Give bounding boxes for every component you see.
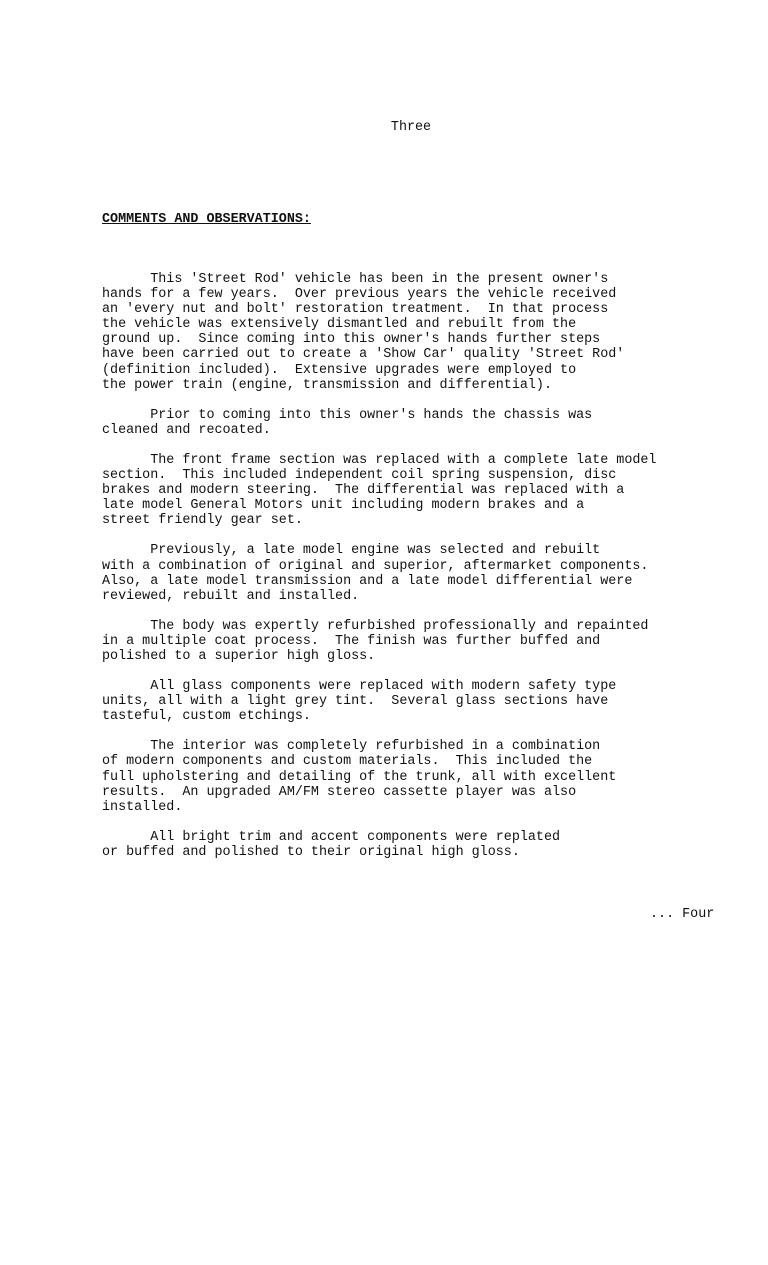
paragraph-street-rod-history: This 'Street Rod' vehicle has been in the present owner's hands for a few years. Over previous years the vehicle received an 'every nut and bolt' restoration treatment. In that process the vehicle was extensively dismantled and rebuilt from the ground up. Since coming into this owner's hands further steps have been carried out to create a 'Show Car' quality 'Street Rod' (definition included). Extensive upgrades were employed to the power train (engine, transmission and differential). (102, 272, 625, 393)
paragraph-chassis: Prior to coming into this owner's hands the chassis was cleaned and recoated. (102, 407, 593, 438)
section-heading: COMMENTS AND OBSERVATIONS: (102, 212, 311, 227)
paragraph-glass: All glass components were replaced with modern safety type units, all with a light grey tint. Several glass sections have tasteful, custom etchings. (102, 679, 617, 725)
paragraph-interior: The interior was completely refurbished in a combination of modern components and custom materials. This included the full upholstering and detailing of the trunk, all with excellent results. An upgraded AM/FM stereo cassette player was also installed. (102, 739, 617, 815)
paragraph-body: The body was expertly refurbished professionally and repainted in a multiple coat process. The finish was further buffed and polished to a superior high gloss. (102, 618, 649, 664)
paragraph-engine: Previously, a late model engine was selected and rebuilt with a combination of original and superior, aftermarket components. Also, a late model transmission and a late model differential were reviewed, rebuilt and installed. (102, 543, 649, 604)
body-text (102, 272, 742, 875)
continuation-marker: ... Four (650, 907, 715, 922)
paragraph-front-frame: The front frame section was replaced with a complete late model section. This included independent coil spring suspension, disc brakes and modern steering. The differential was replaced with a late model General Motors unit including modern brakes and a street friendly gear set. (102, 452, 657, 529)
paragraph-bright-trim: All bright trim and accent components were replated or buffed and polished to their original high gloss. (102, 829, 561, 860)
page-number: Three (390, 120, 432, 135)
